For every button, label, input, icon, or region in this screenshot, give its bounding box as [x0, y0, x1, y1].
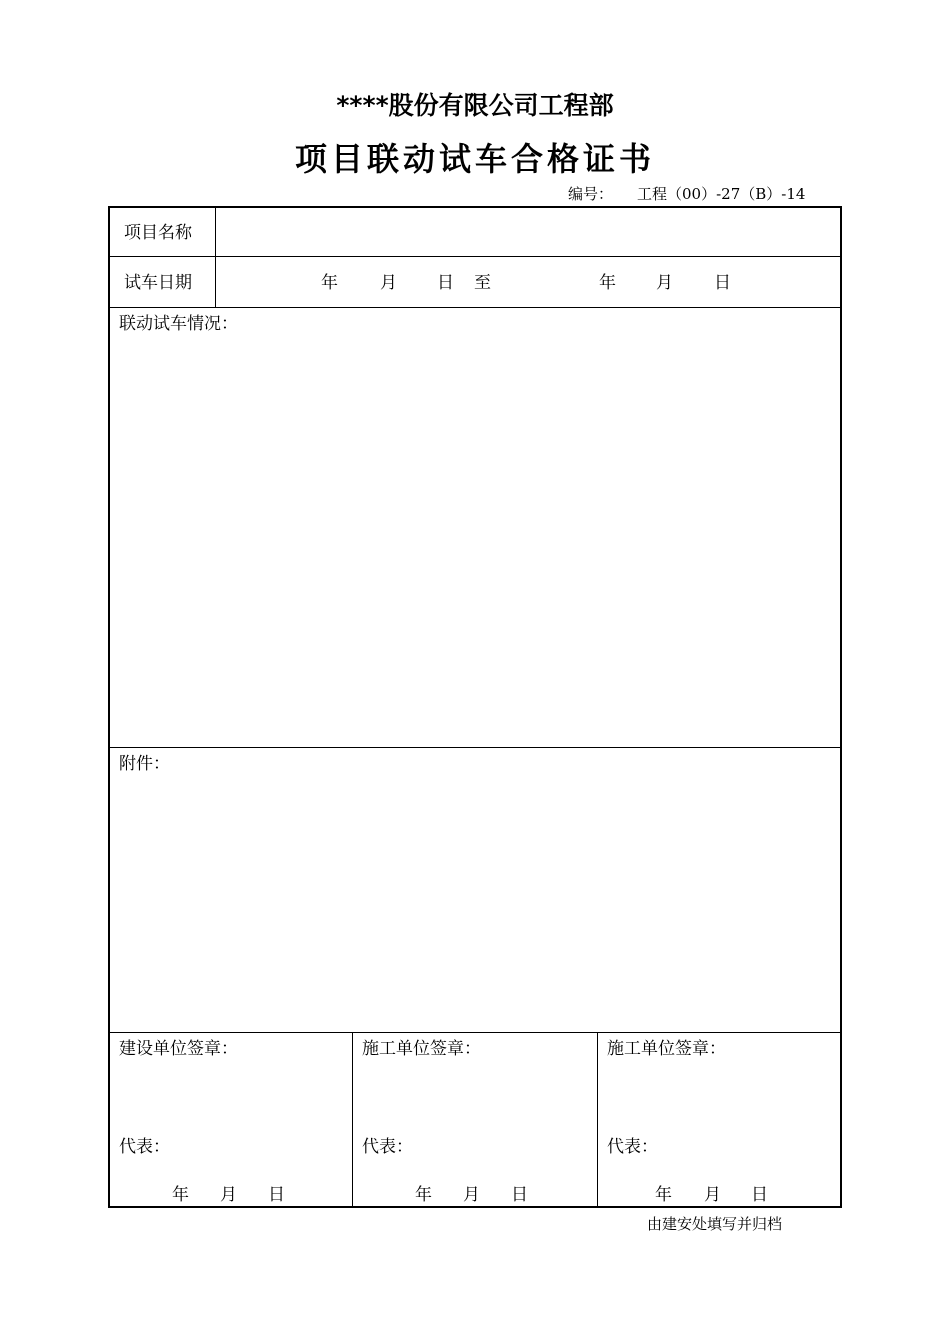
owner-day-label: 日	[268, 1185, 285, 1205]
contractor2-rep-label: 代表：	[607, 1137, 658, 1157]
end-month-label: 月	[656, 273, 673, 293]
contractor1-day-label: 日	[511, 1185, 528, 1205]
owner-year-label: 年	[172, 1185, 189, 1205]
date-to-label: 至	[474, 273, 491, 293]
row-divider-situation	[110, 747, 840, 748]
serial-label: 编号：	[568, 185, 614, 203]
start-day-label: 日	[437, 273, 454, 293]
attachment-field[interactable]	[110, 778, 840, 1031]
owner-seal-label: 建设单位签章：	[119, 1039, 238, 1059]
row-divider-name	[110, 256, 840, 257]
contractor2-month-label: 月	[704, 1185, 721, 1205]
owner-month-label: 月	[220, 1185, 237, 1205]
row-divider-date	[110, 307, 840, 308]
situation-label: 联动试车情况：	[119, 314, 238, 334]
start-month-label: 月	[380, 273, 397, 293]
certificate-form	[108, 206, 842, 1208]
signature-block-contractor-1[interactable]	[353, 1033, 597, 1206]
owner-rep-label: 代表：	[119, 1137, 170, 1157]
contractor2-day-label: 日	[751, 1185, 768, 1205]
contractor1-seal-label: 施工单位签章：	[362, 1039, 481, 1059]
situation-field[interactable]	[110, 338, 840, 746]
trial-date-field[interactable]	[217, 258, 840, 307]
contractor1-month-label: 月	[463, 1185, 480, 1205]
start-year-label: 年	[321, 273, 338, 293]
serial-number	[568, 184, 805, 204]
end-year-label: 年	[599, 273, 616, 293]
document-title: 项目联动试车合格证书	[294, 140, 655, 178]
project-name-field[interactable]	[217, 208, 840, 256]
end-day-label: 日	[714, 273, 731, 293]
contractor2-seal-label: 施工单位签章：	[607, 1039, 726, 1059]
signature-block-owner[interactable]	[110, 1033, 352, 1206]
contractor1-rep-label: 代表：	[362, 1137, 413, 1157]
label-column-divider	[215, 208, 216, 307]
footer-note: 由建安处填写并归档	[647, 1215, 783, 1233]
contractor2-year-label: 年	[655, 1185, 672, 1205]
contractor1-year-label: 年	[415, 1185, 432, 1205]
company-name: ****股份有限公司工程部	[336, 91, 614, 120]
serial-value: 工程（00）-27（B）-14	[637, 185, 806, 203]
project-name-label: 项目名称	[124, 223, 192, 243]
signature-block-contractor-2[interactable]	[598, 1033, 840, 1206]
trial-date-label: 试车日期	[124, 273, 192, 293]
attachment-label: 附件：	[119, 754, 170, 774]
